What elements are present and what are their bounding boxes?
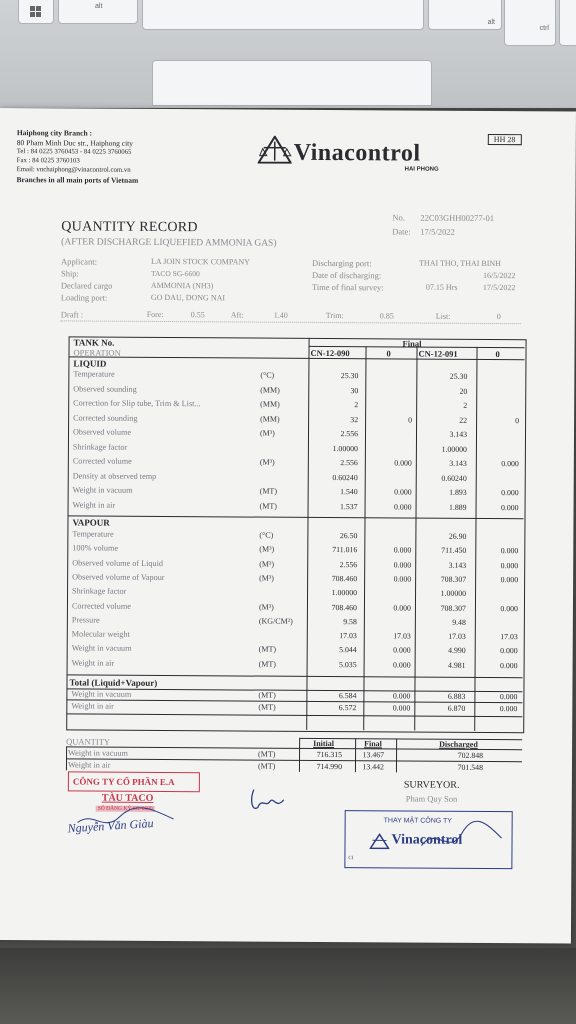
row-value-c1: 17.03 — [339, 631, 357, 641]
on-behalf-text: THAY MẶT CÔNG TY — [383, 817, 453, 825]
draft-label: Draft : — [60, 309, 84, 320]
row-unit: (°C) — [260, 370, 275, 380]
row-label: Temperature — [73, 369, 115, 379]
vinacontrol-stamp — [344, 810, 512, 869]
row-value-c3: 708.307 — [440, 574, 467, 584]
row-value-c1: 32 — [350, 414, 359, 424]
branch-fax: Fax : 84 0225 3760103 — [16, 157, 80, 165]
row-value-c1: 25.30 — [340, 371, 359, 381]
company-stamp — [68, 771, 200, 792]
row-unit: (MT) — [258, 644, 277, 655]
discharging-port-label: Discharging port: — [312, 257, 372, 269]
quantity-heading: QUANTITY — [66, 736, 111, 747]
row-value-c3: 3.143 — [448, 560, 467, 570]
row-label: Molecular weight — [71, 629, 130, 639]
row-value-c3: 20 — [459, 386, 468, 396]
tank-col-3: CN-12-091 — [418, 348, 458, 359]
total-heading: Total (Liquid+Vapour) — [69, 677, 158, 688]
windows-key — [18, 0, 54, 24]
row-label: Corrected volume — [71, 600, 131, 611]
row-value-c2: 0.000 — [394, 487, 412, 497]
row-unit: (MT) — [258, 749, 276, 759]
row-value-c3: 4.990 — [448, 646, 466, 656]
initial-header: Initial — [313, 738, 335, 749]
cargo-label: Declared cargo — [60, 280, 113, 291]
list-value: 0 — [496, 312, 501, 322]
row-unit: (MM) — [260, 385, 280, 395]
doc-date-value: 17/5/2022 — [420, 226, 455, 237]
row-value-c1: 1.00000 — [331, 588, 358, 598]
row-value-c1: 9.58 — [343, 616, 357, 626]
row-unit: (MT) — [259, 486, 278, 496]
discharging-port-value: THAI THO, THAI BINH — [419, 258, 502, 269]
branch-note: Branches in all main ports of Vietnam — [16, 175, 139, 185]
branch-title: Haiphong city Branch : — [16, 128, 93, 138]
cargo-value: AMMONIA (NH3) — [150, 280, 214, 291]
row-value-c1: 1.537 — [340, 501, 358, 511]
row-value-c3: 1.893 — [449, 487, 467, 497]
row-value-c3: 6.883 — [447, 691, 466, 701]
row-value-c3: 6.870 — [447, 703, 466, 713]
row-value-c3: 9.48 — [452, 617, 466, 627]
row-value-c1: 30 — [350, 385, 359, 395]
row-value-c4: 0.000 — [499, 704, 518, 714]
signature-scribble-left — [74, 804, 184, 835]
left-alt-key: alt — [58, 0, 138, 24]
row-value-c3: 0.60240 — [441, 473, 467, 483]
row-label: Weight in vacuum — [68, 748, 128, 758]
tank-col-1: CN-12-090 — [310, 347, 350, 359]
discharging-date-label: Date of discharging: — [311, 269, 382, 281]
row-unit: (°C) — [259, 530, 274, 540]
row-label: Weight in air — [72, 499, 116, 510]
survey-time-value: 07.15 Hrs — [425, 282, 458, 292]
row-value-c4: 0.000 — [500, 646, 518, 656]
row-value-c1: 5.044 — [339, 645, 357, 655]
branch-address: 80 Pham Minh Duc str., Haiphong city — [16, 138, 134, 148]
row-unit: (MT) — [258, 659, 276, 669]
doc-date-label: Date: — [392, 226, 411, 237]
company-stamp-text: CÔNG TY CỔ PHẦN E.A — [72, 776, 175, 788]
stamp-code: CI — [348, 856, 354, 862]
surveyor-name: Pham Quy Son — [405, 793, 458, 804]
vapour-heading: VAPOUR — [72, 517, 110, 528]
tank-col-4: 0 — [495, 349, 500, 360]
row-value-c4: 17.03 — [500, 632, 518, 642]
row-value-c2: 0 — [408, 414, 413, 425]
row-value-c4: 0.000 — [500, 603, 518, 613]
touchpad — [152, 60, 432, 106]
right-alt-key: alt — [428, 0, 502, 30]
row-value-c1: 6.584 — [338, 691, 357, 701]
row-value-c4: 0.000 — [500, 546, 519, 556]
operation-label: OPERATION — [73, 347, 121, 358]
final-qty-header: Final — [364, 739, 382, 749]
signature-scribble-middle — [248, 786, 288, 818]
row-value-c1: 5.035 — [339, 659, 357, 669]
loading-label: Loading port: — [60, 292, 108, 303]
arrow-key — [559, 0, 576, 46]
tank-no-label: TANK No. — [73, 337, 115, 348]
row-value-c2: 0.000 — [393, 545, 412, 555]
final-header: Final — [402, 338, 422, 349]
row-unit: (M³) — [259, 559, 275, 569]
row-value-c3: 3.143 — [449, 458, 467, 468]
branch-email: Email: vnchaiphong@vinacontrol.com.vn — [16, 166, 131, 174]
row-value-c2: 0.000 — [392, 703, 411, 713]
windows-logo-icon — [30, 6, 42, 18]
form-code-box: HH 28 — [488, 134, 522, 145]
row-label: Observed volume of Vapour — [72, 572, 165, 582]
row-value-c3: 708.307 — [440, 603, 466, 613]
tank-col-2: 0 — [386, 348, 391, 359]
spacebar-key — [142, 0, 424, 30]
row-value-c1: 1.00000 — [332, 443, 358, 453]
row-value-c4: 0 — [515, 415, 520, 425]
row-label: Observed volume — [72, 427, 132, 437]
row-value-c3: 3.143 — [449, 429, 468, 439]
row-value-c2: 0.000 — [394, 458, 412, 468]
row-value-c4: 0.000 — [501, 488, 519, 498]
row-value-c1: 0.60240 — [332, 472, 358, 482]
row-label: Observed volume of Liquid — [72, 558, 163, 568]
row-label: 100% volume — [72, 543, 119, 554]
row-value-c1: 2.556 — [340, 458, 358, 468]
row-unit: (MT) — [258, 702, 276, 712]
row-value-c4: 0.000 — [500, 574, 519, 585]
trim-label: Trim: — [325, 310, 344, 321]
row-unit: (M³) — [259, 573, 275, 583]
row-value-c1: 26.50 — [339, 531, 358, 541]
row-value-c1: 2 — [354, 400, 359, 410]
row-value-c3: 26.90 — [448, 531, 467, 541]
row-unit: (M³) — [259, 457, 275, 467]
row-value-c4: 0.000 — [500, 502, 519, 512]
row-value-initial: 716.315 — [316, 749, 343, 760]
scale-logo-icon — [258, 136, 292, 164]
row-unit: (MT) — [258, 690, 276, 700]
row-value-c2: 0.000 — [393, 645, 411, 655]
row-unit: (M³) — [259, 544, 275, 554]
row-label: Pressure — [71, 615, 100, 625]
row-value-c4: 0.000 — [499, 692, 518, 702]
aft-value: 1.40 — [273, 310, 288, 320]
quantity-rule — [396, 738, 397, 772]
row-value-discharged: 701.548 — [457, 762, 484, 772]
quantity-record-document — [0, 108, 576, 944]
row-value-c2: 0.000 — [393, 660, 411, 670]
quantity-rule — [66, 746, 67, 770]
row-label: Corrected volume — [72, 456, 132, 466]
row-value-discharged: 702.848 — [457, 750, 484, 760]
row-value-c3: 1.889 — [448, 502, 467, 512]
row-value-final: 13.467 — [362, 750, 385, 760]
row-unit: (MT) — [257, 761, 276, 771]
fore-label: Fore: — [146, 309, 164, 320]
row-value-c1: 2.556 — [340, 429, 359, 439]
liquid-heading: LIQUID — [73, 358, 107, 369]
row-value-c3: 4.981 — [448, 660, 466, 670]
applicant-value: LA JOIN STOCK COMPANY — [151, 256, 251, 267]
survey-time-label: Time of final survey: — [311, 281, 384, 293]
company-stamp-ship: TÀU TACO — [101, 792, 154, 804]
row-label: Temperature — [72, 529, 114, 539]
company-stamp-reg: SỐ ĐĂNG KÝ SG-6600 — [97, 805, 153, 812]
row-label: Density at observed temp — [72, 470, 157, 481]
row-value-c2: 0.000 — [393, 501, 412, 512]
row-value-c1: 1.540 — [340, 487, 358, 497]
doc-title: QUANTITY RECORD — [61, 219, 198, 236]
row-unit: (MM) — [260, 399, 280, 409]
stamp-brand: Vinacontrol — [391, 832, 463, 848]
list-label: List: — [435, 311, 451, 321]
logo-wordmark: Vinacontrol — [293, 139, 421, 167]
doc-no-value: 22C03GHH00277-01 — [420, 212, 495, 224]
row-value-c3: 22 — [459, 415, 468, 425]
row-value-c4: 0.000 — [501, 459, 519, 469]
row-value-c3: 711.450 — [441, 546, 467, 556]
row-label: Weight in air — [71, 701, 114, 711]
fore-value: 0.55 — [190, 310, 205, 320]
row-value-c2: 0.000 — [393, 602, 411, 613]
stamp-scale-icon — [369, 833, 389, 849]
row-unit: (MT) — [259, 501, 277, 511]
row-value-c1: 2.556 — [339, 559, 358, 569]
row-value-c2: 0.000 — [392, 691, 411, 701]
row-label: Corrected sounding — [73, 412, 138, 423]
row-value-c1: 6.572 — [338, 703, 357, 713]
row-unit: (MM) — [260, 414, 280, 424]
row-label: Weight in vacuum — [72, 485, 133, 495]
logo-subtext: HAI PHONG — [404, 166, 439, 173]
row-value-c2: 17.03 — [393, 631, 411, 641]
aft-label: Aft: — [230, 310, 244, 320]
row-value-c3: 25.30 — [449, 371, 468, 381]
row-value-c3: 1.00000 — [441, 444, 467, 454]
row-value-final: 13.442 — [362, 762, 385, 772]
handwritten-signer-name: Nguyễn Văn Giàu — [67, 815, 154, 836]
survey-date-value: 17/5/2022 — [482, 282, 516, 293]
desk-surface — [0, 948, 576, 1024]
row-value-c3: 2 — [463, 400, 468, 410]
row-value-initial: 714.990 — [316, 761, 343, 772]
draft-underline — [61, 320, 521, 324]
doc-subtitle: (AFTER DISCHARGE LIQUEFIED AMMONIA GAS) — [61, 237, 277, 249]
row-value-c1: 708.460 — [331, 573, 358, 584]
ship-value: TACO SG-6600 — [150, 268, 200, 279]
row-value-c2: 0.000 — [393, 574, 412, 584]
row-unit: (M³) — [258, 602, 274, 612]
row-label: Correction for Slip tube, Trim & List... — [73, 398, 201, 409]
row-unit: (M³) — [259, 428, 275, 438]
row-label: Weight in air — [71, 658, 115, 668]
row-value-c1: 711.016 — [332, 545, 358, 555]
row-value-c1: 708.460 — [331, 602, 357, 612]
row-label: Shrinkage factor — [72, 586, 127, 596]
row-label: Shrinkage factor — [72, 441, 128, 452]
row-unit: (KG/CM²) — [258, 616, 293, 626]
signature-scribble-surveyor — [415, 816, 505, 861]
row-value-c3: 17.03 — [448, 631, 466, 641]
keyboard-edge — [0, 0, 576, 108]
branch-tel: Tel : 84 0225 3760453 - 84 0225 3760065 — [16, 148, 132, 156]
ship-label: Ship: — [60, 268, 79, 279]
row-label: Weight in air — [67, 760, 111, 770]
trim-value: 0.85 — [379, 311, 394, 321]
row-label: Observed sounding — [73, 383, 137, 394]
row-value-c4: 0.000 — [500, 660, 518, 670]
row-value-c4: 0.000 — [500, 560, 519, 570]
ctrl-key: ctrl — [504, 0, 556, 46]
row-value-c2: 0.000 — [393, 560, 412, 570]
row-value-c3: 1.00000 — [440, 588, 467, 599]
loading-value: GO DAU, DONG NAI — [150, 292, 226, 303]
row-label: Weight in vacuum — [71, 643, 132, 654]
surveyor-label: SURVEYOR. — [403, 779, 460, 791]
discharging-date-value: 16/5/2022 — [482, 270, 516, 281]
applicant-label: Applicant: — [61, 256, 97, 267]
discharged-header: Discharged — [439, 739, 478, 749]
row-label: Weight in vacuum — [71, 689, 132, 699]
doc-no-label: No. — [392, 212, 405, 223]
